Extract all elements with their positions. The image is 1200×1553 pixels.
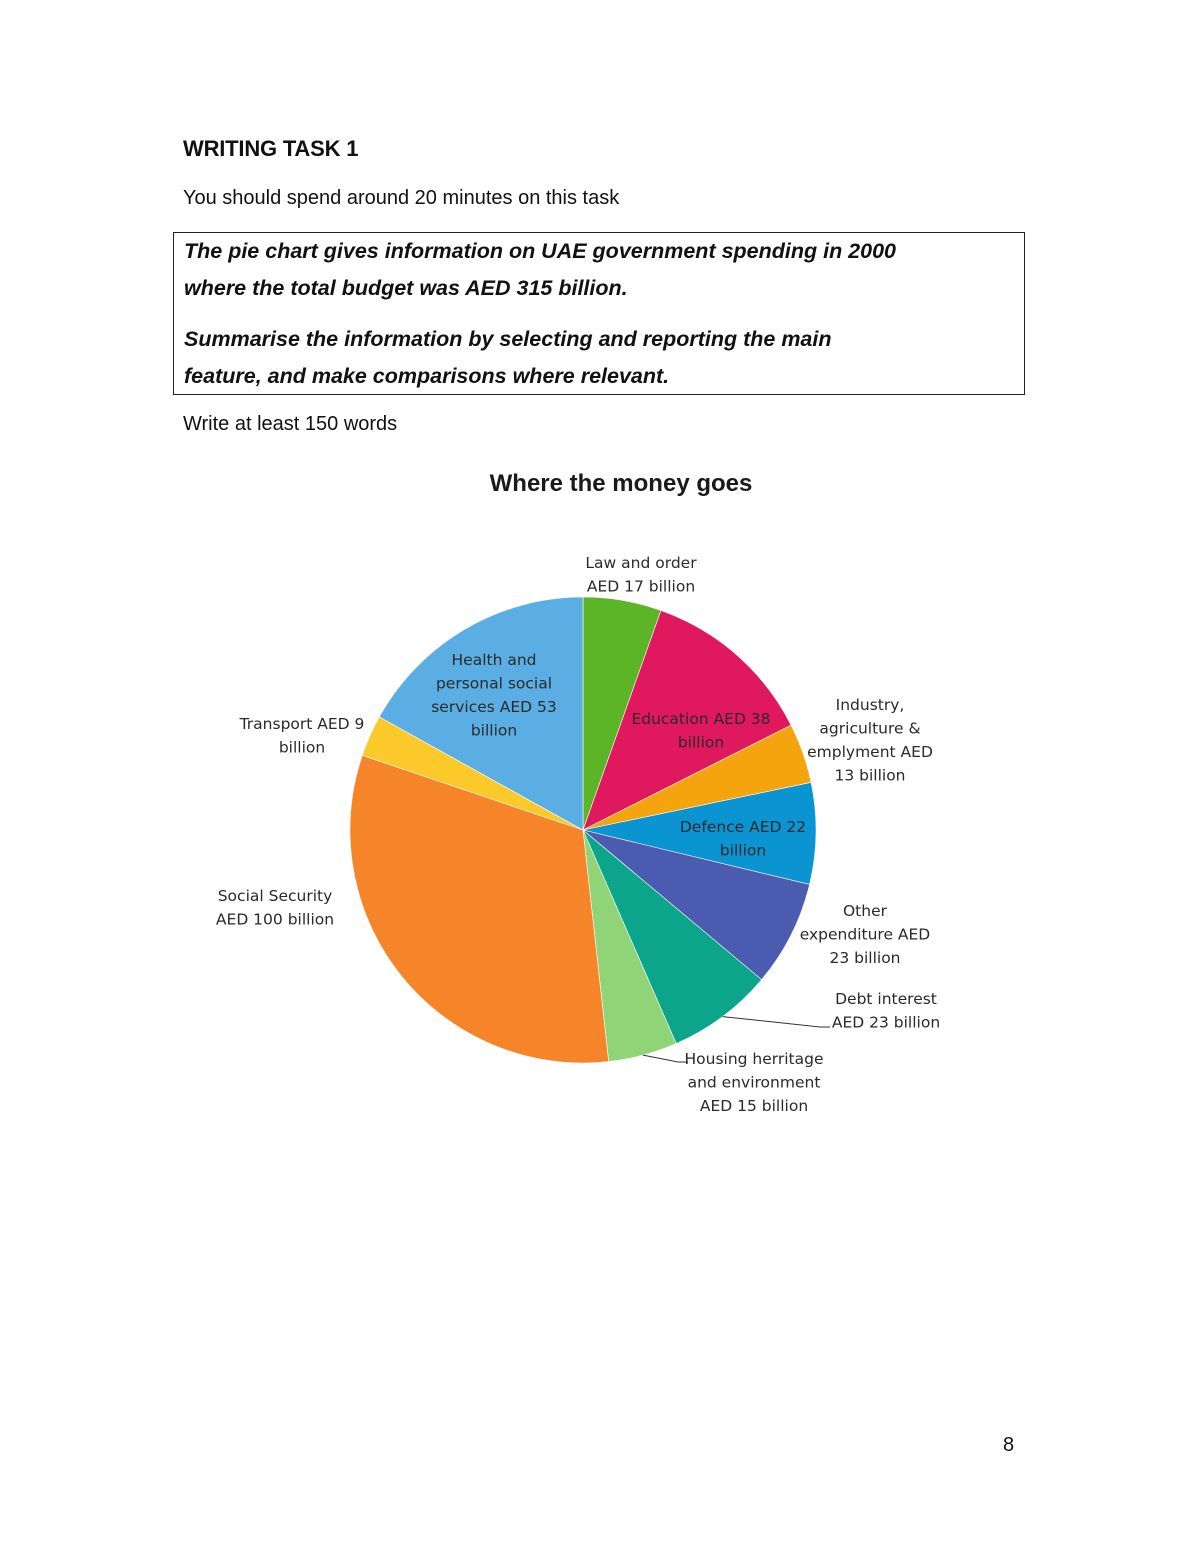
slice-label: Social Security AED 100 billion xyxy=(215,887,335,929)
task-prompt-line: feature, and make comparisons where relevant. xyxy=(184,364,670,388)
leader-line xyxy=(643,1055,688,1062)
chart-title: Where the money goes xyxy=(489,470,753,497)
time-instruction: You should spend around 20 minutes on this task xyxy=(183,187,620,209)
page-number: 8 xyxy=(1003,1434,1015,1456)
slice-label: Education AED 38 billion xyxy=(631,710,771,752)
leader-line xyxy=(723,1017,830,1027)
task-prompt-line: where the total budget was AED 315 billion. xyxy=(184,276,628,300)
task-prompt-line: Summarise the information by selecting and reporting the main xyxy=(184,327,832,351)
slice-label: Other expenditure AED 23 billion xyxy=(799,902,931,967)
slice-label: Debt interest AED 23 billion xyxy=(831,990,941,1032)
task-prompt-line: The pie chart gives information on UAE government spending in 2000 xyxy=(184,239,897,263)
slice-label: Health and personal social services AED 53 billion xyxy=(431,651,557,740)
slice-label: Housing herritage and environment AED 15 billion xyxy=(684,1050,824,1115)
slice-label: Defence AED 22 billion xyxy=(679,818,807,860)
page-heading: WRITING TASK 1 xyxy=(183,136,359,161)
slice-label: Law and order AED 17 billion xyxy=(585,554,697,596)
word-requirement: Write at least 150 words xyxy=(183,413,398,435)
slice-label: Industry, agriculture & emplyment AED 13 billion xyxy=(807,696,933,785)
slice-label: Transport AED 9 billion xyxy=(239,715,365,757)
